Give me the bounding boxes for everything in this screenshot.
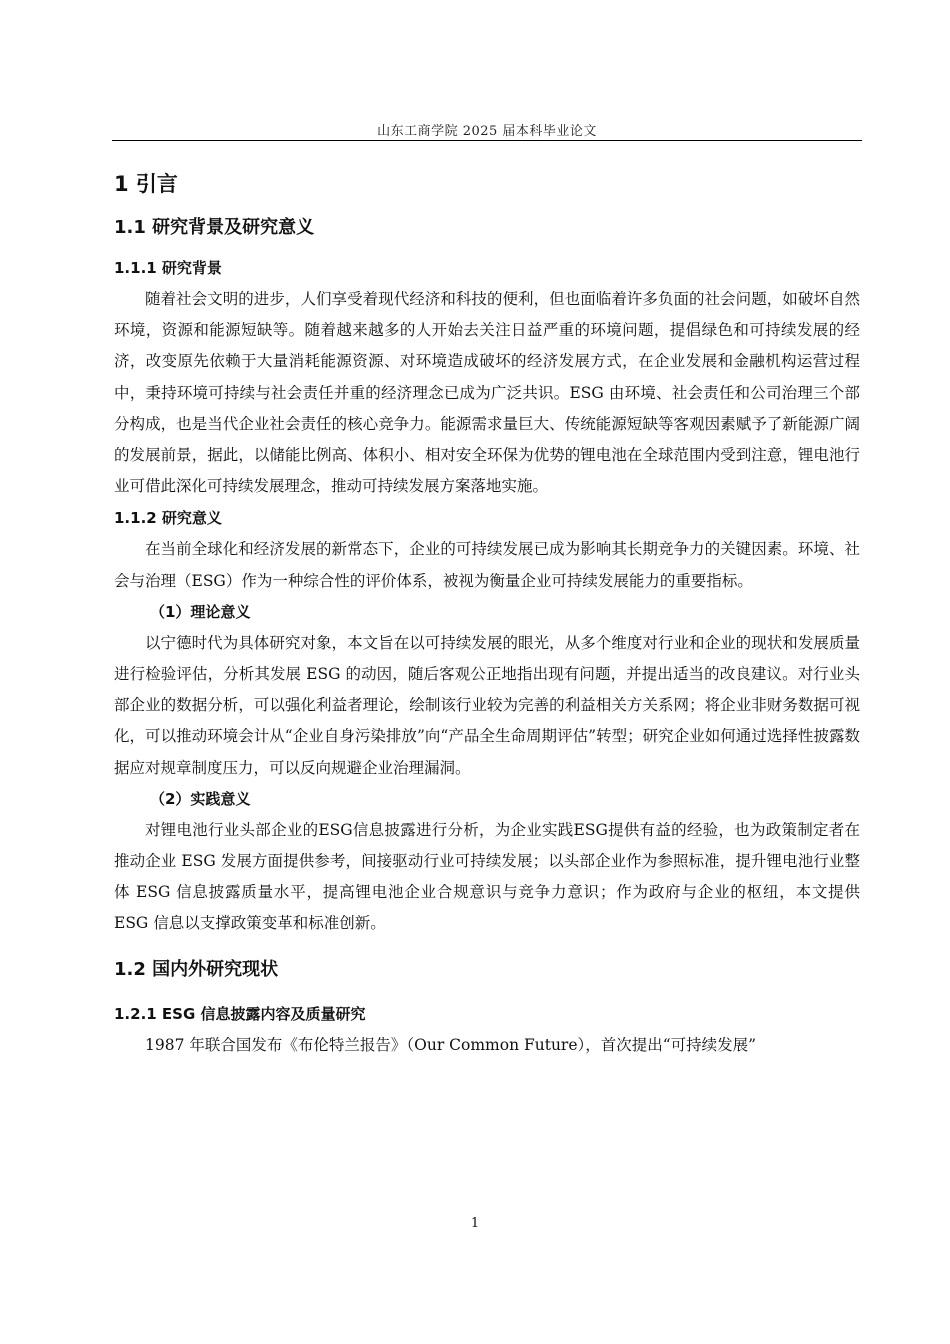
section-heading-1-2: 1.2 国内外研究现状	[114, 958, 279, 980]
section-heading-1-1: 1.1 研究背景及研究意义	[114, 217, 315, 238]
page-number: 1	[470, 1216, 480, 1231]
subsection-heading-1-1-2: 1.1.2 研究意义	[114, 509, 222, 528]
paragraph-practice: 对锂电池行业头部企业的ESG信息披露进行分析，为企业实践ESG提供有益的经验，也为政策制定者在推动企业 ESG 发展方面提供参考，间接驱动行业可持续发展；以头部企业作为参照标准，提升锂电池行业整体 ESG 信息披露质量水平，提高锂电池企业合规意识与竞争力意识；作为政府与企业的枢纽，本文提供 ESG 信息以支撑政策变革和标准创新。	[114, 820, 860, 933]
subsection-heading-1-1-1: 1.1.1 研究背景	[114, 259, 222, 277]
paragraph-research-status: 1987 年联合国发布《布伦特兰报告》（Our Common Future），首次提出“可持续发展”	[145, 1035, 757, 1054]
running-header: 山东工商学院 2025 届本科毕业论文	[377, 124, 597, 139]
paragraph-theory: 以宁德时代为具体研究对象，本文旨在以可持续发展的眼光，从多个维度对行业和企业的现状和发展质量进行检验评估，分析其发展 ESG 的动因，随后客观公正地指出现有问题，并提出适当的改良建议。对行业头部企业的数据分析，可以强化利益者理论，绘制该行业较为完善的利益相关方关系网；将企业非财务数据可视化，可以推动环境会计从“企业自身污染排放”向“产品全生命周期评估”转型；研究企业如何通过选择性披露数据应对规章制度压力，可以反向规避企业治理漏洞。	[114, 633, 860, 777]
header-rule	[112, 140, 862, 141]
chapter-heading: 1 引言	[114, 172, 178, 196]
sub-heading-practice: （2）实践意义	[150, 789, 251, 808]
body-content	[114, 164, 860, 1061]
paragraph-significance: 在当前全球化和经济发展的新常态下，企业的可持续发展已成为影响其长期竞争力的关键因素。环境、社会与治理（ESG）作为一种综合性的评价体系，被视为衡量企业可持续发展能力的重要指标。	[114, 540, 860, 590]
sub-heading-theory: （1）理论意义	[150, 602, 251, 621]
subsection-heading-1-2-1: 1.2.1 ESG 信息披露内容及质量研究	[114, 1004, 366, 1023]
paragraph-background: 随着社会文明的进步，人们享受着现代经济和科技的便利，但也面临着许多负面的社会问题，如破坏自然环境，资源和能源短缺等。随着越来越多的人开始去关注日益严重的环境问题，提倡绿色和可持续发展的经济，改变原先依赖于大量消耗能源资源、对环境造成破坏的经济发展方式，在企业发展和金融机构运营过程中，秉持环境可持续与社会责任并重的经济理念已成为广泛共识。ESG 由环境、社会责任和公司治理三个部分构成，也是当代企业社会责任的核心竞争力。能源需求量巨大、传统能源短缺等客观因素赋予了新能源广阔的发展前景，据此，以储能比例高、体积小、相对安全环保为优势的锂电池在全球范围内受到注意，锂电池行业可借此深化可持续发展理念，推动可持续发展方案落地实施。	[114, 290, 860, 496]
